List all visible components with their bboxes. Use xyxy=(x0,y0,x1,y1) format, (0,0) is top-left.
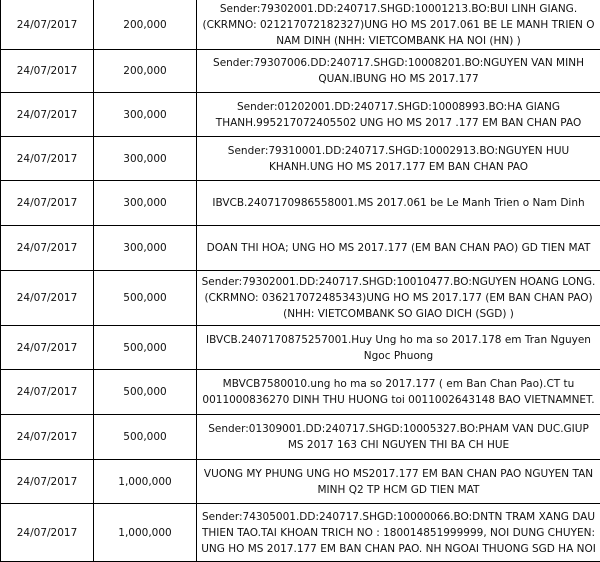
amount-cell: 300,000 xyxy=(94,226,197,271)
amount-cell: 200,000 xyxy=(94,50,197,93)
date-cell: 24/07/2017 xyxy=(1,93,94,137)
amount-cell: 200,000 xyxy=(94,0,197,50)
table-row xyxy=(1,93,600,137)
amount-cell: 300,000 xyxy=(94,137,197,181)
table-row xyxy=(1,137,600,181)
date-cell: 24/07/2017 xyxy=(1,181,94,226)
amount-cell: 500,000 xyxy=(94,415,197,460)
amount-cell: 500,000 xyxy=(94,326,197,370)
amount-cell: 1,000,000 xyxy=(94,504,197,562)
table-row xyxy=(1,226,600,271)
date-cell: 24/07/2017 xyxy=(1,326,94,370)
table-row xyxy=(1,460,600,504)
table-row xyxy=(1,271,600,326)
description-cell: Sender:74305001.DD:240717.SHGD:10000066.BO:DNTN TRAM XANG DAU THIEN TAO.TAI KHOAN TRICH NO : 180014851999999, NOI DUNG CHUYEN: UNG HO MS 2017.177 EM BAN CHAN PAO. NH NGOAI THUONG SGD HA NOI xyxy=(197,504,600,562)
date-cell: 24/07/2017 xyxy=(1,504,94,562)
table-row xyxy=(1,0,600,50)
date-cell: 24/07/2017 xyxy=(1,137,94,181)
date-cell: 24/07/2017 xyxy=(1,271,94,326)
description-cell: Sender:79307006.DD:240717.SHGD:10008201.BO:NGUYEN VAN MINH QUAN.IBUNG HO MS 2017.177 xyxy=(197,50,600,93)
table-row xyxy=(1,181,600,226)
description-cell: VUONG MY PHUNG UNG HO MS2017.177 EM BAN CHAN PAO NGUYEN TAN MINH Q2 TP HCM GD TIEN MAT xyxy=(197,460,600,504)
table-row xyxy=(1,50,600,93)
date-cell: 24/07/2017 xyxy=(1,370,94,415)
date-cell: 24/07/2017 xyxy=(1,415,94,460)
description-cell: Sender:01202001.DD:240717.SHGD:10008993.BO:HA GIANG THANH.995217072405502 UNG HO MS 2017 .177 EM BAN CHAN PAO xyxy=(197,93,600,137)
table-row xyxy=(1,415,600,460)
description-cell: Sender:79302001.DD:240717.SHGD:10010477.BO:NGUYEN HOANG LONG.(CKRMNO: 036217072485343)UNG HO MS 2017.177 (EM BAN CHAN PAO) (NHH: VIETCOMBANK SO GIAO DICH (SGD) ) xyxy=(197,271,600,326)
amount-cell: 500,000 xyxy=(94,370,197,415)
description-cell: Sender:01309001.DD:240717.SHGD:10005327.BO:PHAM VAN DUC.GIUP MS 2017 163 CHI NGUYEN THI BA CH HUE xyxy=(197,415,600,460)
date-cell: 24/07/2017 xyxy=(1,460,94,504)
description-cell: MBVCB7580010.ung ho ma so 2017.177 ( em Ban Chan Pao).CT tu 0011000836270 DINH THU HUONG toi 0011002643148 BAO VIETNAMNET. xyxy=(197,370,600,415)
table-row xyxy=(1,326,600,370)
description-cell: Sender:79302001.DD:240717.SHGD:10001213.BO:BUI LINH GIANG.(CKRMNO: 021217072182327)UNG HO MS 2017.061 BE LE MANH TRIEN O NAM DINH (NHH: VIETCOMBANK HA NOI (HN) ) xyxy=(197,0,600,50)
table-row xyxy=(1,504,600,562)
table-row xyxy=(1,370,600,415)
amount-cell: 500,000 xyxy=(94,271,197,326)
date-cell: 24/07/2017 xyxy=(1,0,94,50)
description-cell: IBVCB.2407170875257001.Huy Ung ho ma so 2017.178 em Tran Nguyen Ngoc Phuong xyxy=(197,326,600,370)
description-cell: DOAN THI HOA; UNG HO MS 2017.177 (EM BAN CHAN PAO) GD TIEN MAT xyxy=(197,226,600,271)
description-cell: Sender:79310001.DD:240717.SHGD:10002913.BO:NGUYEN HUU KHANH.UNG HO MS 2017.177 EM BAN CHAN PAO xyxy=(197,137,600,181)
description-cell: IBVCB.2407170986558001.MS 2017.061 be Le Manh Trien o Nam Dinh xyxy=(197,181,600,226)
amount-cell: 300,000 xyxy=(94,181,197,226)
date-cell: 24/07/2017 xyxy=(1,50,94,93)
date-cell: 24/07/2017 xyxy=(1,226,94,271)
amount-cell: 1,000,000 xyxy=(94,460,197,504)
amount-cell: 300,000 xyxy=(94,93,197,137)
